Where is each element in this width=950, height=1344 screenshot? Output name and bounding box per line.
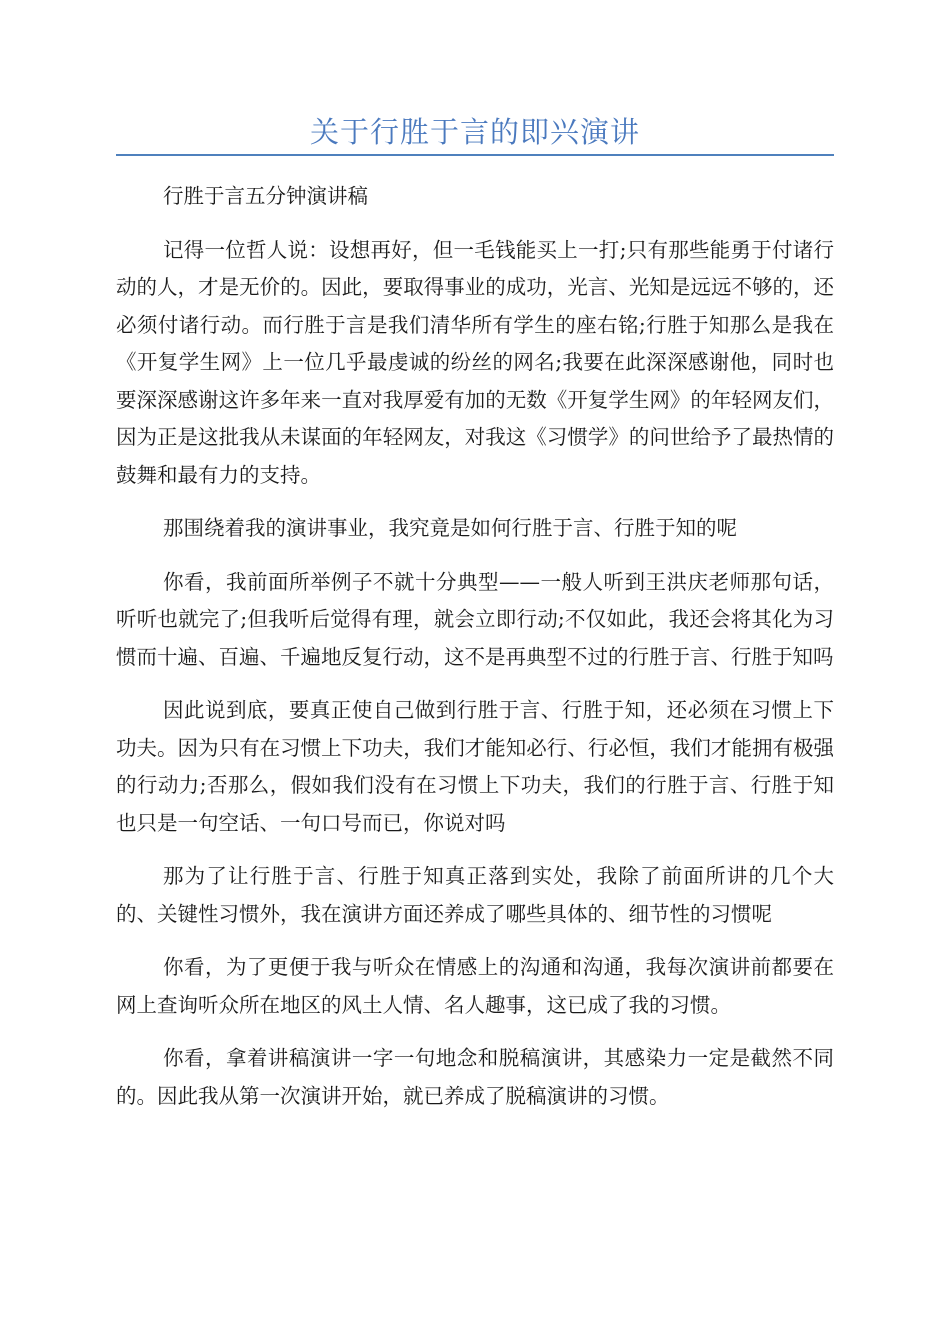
document-body — [116, 178, 834, 1131]
paragraph: 因此说到底，要真正使自己做到行胜于言、行胜于知，还必须在习惯上下功夫。因为只有在习惯上下功夫，我们才能知必行、行必恒，我们才能拥有极强的行动力;否那么，假如我们没有在习惯上下功夫，我们的行胜于言、行胜于知也只是一句空话、一句口号而已，你说对吗 — [116, 698, 834, 835]
paragraph: 记得一位哲人说：设想再好，但一毛钱能买上一打;只有那些能勇于付诸行动的人，才是无价的。因此，要取得事业的成功，光言、光知是远远不够的，还必须付诸行动。而行胜于言是我们清华所有学生的座右铭;行胜于知那么是我在《开复学生网》上一位几乎最虔诚的纷丝的网名;我要在此深深感谢他，同时也要深深感谢这许多年来一直对我厚爱有加的无数《开复学生网》的年轻网友们，因为正是这批我从未谋面的年轻网友，对我这《习惯学》的问世给予了最热情的鼓舞和最有力的支持。 — [116, 237, 834, 487]
paragraph: 那围绕着我的演讲事业，我究竟是如何行胜于言、行胜于知的呢 — [163, 516, 737, 540]
paragraph: 你看，为了更便于我与听众在情感上的沟通和沟通，我每次演讲前都要在网上查询听众所在地区的风土人情、名人趣事，这已成了我的习惯。 — [116, 955, 834, 1017]
paragraph: 你看，拿着讲稿演讲一字一句地念和脱稿演讲，其感染力一定是截然不同的。因此我从第一次演讲开始，就已养成了脱稿演讲的习惯。 — [116, 1046, 834, 1108]
document-title: 关于行胜于言的即兴演讲 — [309, 115, 640, 149]
title-underline — [116, 154, 834, 156]
paragraph-subtitle: 行胜于言五分钟演讲稿 — [163, 184, 368, 208]
paragraph: 那为了让行胜于言、行胜于知真正落到实处，我除了前面所讲的几个大的、关键性习惯外，我在演讲方面还养成了哪些具体的、细节性的习惯呢 — [116, 864, 834, 926]
paragraph: 你看，我前面所举例子不就十分典型——一般人听到王洪庆老师那句话，听听也就完了;但我听后觉得有理，就会立即行动;不仅如此，我还会将其化为习惯而十遍、百遍、千遍地反复行动，这不是再典型不过的行胜于言、行胜于知吗 — [116, 569, 834, 669]
